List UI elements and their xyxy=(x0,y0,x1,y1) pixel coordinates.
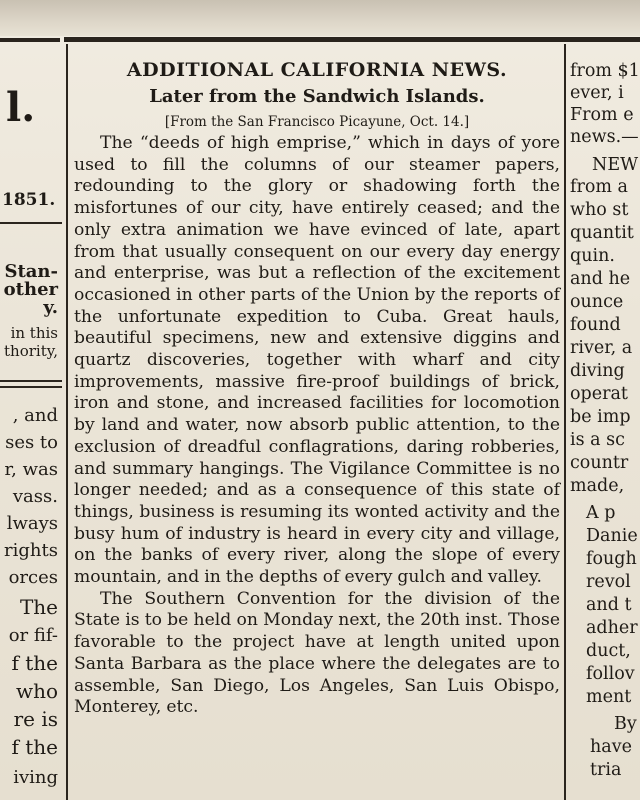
column-rule-top xyxy=(64,37,640,42)
left-fragment: iving xyxy=(13,767,58,788)
left-fragment: , and xyxy=(12,405,58,426)
article-headline: ADDITIONAL CALIFORNIA NEWS. xyxy=(126,59,508,81)
right-fragment: and t xyxy=(586,595,632,615)
left-fragment: other xyxy=(3,279,58,300)
right-fragment: news.— xyxy=(570,127,639,147)
left-masthead-fragment: l. xyxy=(6,84,36,131)
right-fragment: have xyxy=(590,737,632,757)
column-rule-top-left xyxy=(0,38,60,42)
right-fragment: operat xyxy=(570,384,628,404)
right-fragment: By xyxy=(614,714,637,734)
left-column xyxy=(0,44,62,800)
page-top-edge xyxy=(0,0,640,36)
right-fragment: A p xyxy=(586,503,616,523)
article-subheadline: Later from the Sandwich Islands. xyxy=(149,86,485,107)
article xyxy=(74,58,560,719)
right-fragment: from a xyxy=(570,177,628,197)
right-fragment: river, a xyxy=(570,338,633,358)
right-fragment: ounce xyxy=(570,292,624,312)
right-fragment: found xyxy=(570,315,621,335)
left-rule xyxy=(0,380,62,382)
left-fragment: Stan- xyxy=(4,261,58,282)
right-fragment: made, xyxy=(570,476,625,496)
right-column xyxy=(570,60,640,800)
right-fragment: countr xyxy=(570,453,629,473)
left-fragment: r, was xyxy=(4,459,58,480)
article-paragraph: The “deeds of high emprise,” which in days of yore used to fill the columns of our steamer papers, redounding to the glory or shadowing forth the misfortunes of our city, have entirely ceased; and the only extra animation we have evinced of late, apart from that usually consequent on our every day energy and enterprise, was but a reflection of the excitement occasioned in other parts of the Union by the reports of the unfortunate expedition to Cuba. Great hauls, beautiful specimens, new and extensive diggins and quartz discoveries, together with wharf and city improvements, massive fire-proof buildings of brick, iron and stone, and increased facilities for locomotion by land and water, now absorb public attention, to the exclusion of dreadful conflagrations, daring robberies, and summary hangings. The Vigilance Committee is no longer needed; and as a consequence of this state of things, business is resuming its wonted activity and the busy hum of industry is heard in every city and village, on the banks of every river, along the slope of every mountain, and in the depths of every gulch and valley. xyxy=(74,133,560,588)
left-fragment: The xyxy=(19,595,58,619)
left-fragment: re is xyxy=(13,707,58,731)
left-fragment: lways xyxy=(6,513,58,534)
left-fragment: f the xyxy=(11,651,58,675)
column-divider-right xyxy=(564,44,566,800)
left-fragment: y. xyxy=(43,297,58,318)
right-fragment: revol xyxy=(586,572,631,592)
left-fragment: vass. xyxy=(12,486,58,507)
right-fragment: ment xyxy=(586,687,632,707)
left-fragment: who xyxy=(15,679,58,703)
right-fragment: From e xyxy=(570,105,634,125)
right-fragment: fough xyxy=(586,549,637,569)
left-fragment: f the xyxy=(11,735,58,759)
right-fragment: quantit xyxy=(570,223,634,243)
left-rule xyxy=(0,222,62,224)
left-rule xyxy=(0,386,62,388)
article-source-line: [From the San Francisco Picayune, Oct. 14.] xyxy=(164,114,470,130)
right-fragment: and he xyxy=(570,269,631,289)
right-fragment: who st xyxy=(570,200,629,220)
right-fragment: adher xyxy=(586,618,638,638)
right-fragment: duct, xyxy=(586,641,631,661)
right-fragment: tria xyxy=(590,760,622,780)
right-fragment: quin. xyxy=(570,246,615,266)
article-body xyxy=(74,133,560,719)
right-fragment: is a sc xyxy=(570,430,625,450)
right-fragment: diving xyxy=(570,361,625,381)
left-fragment: ses to xyxy=(5,432,58,453)
column-divider-left xyxy=(66,44,68,800)
left-fragment: thority, xyxy=(4,342,58,360)
left-fragment: in this xyxy=(10,324,58,342)
left-fragment: or fif- xyxy=(8,625,58,646)
left-fragment: rights xyxy=(4,540,58,561)
right-fragment: Danie xyxy=(586,526,638,546)
right-fragment: ever, i xyxy=(570,83,624,103)
article-paragraph: The Southern Convention for the division of the State is to be held on Monday next, the 20th inst. Those favorable to the project have at length united upon Santa Barbara as the place where the delegates are to assemble, San Diego, Los Angeles, San Luis Obispo, Monterey, etc. xyxy=(74,588,560,718)
right-fragment: follov xyxy=(586,664,635,684)
right-fragment: be imp xyxy=(570,407,631,427)
left-year: 1851. xyxy=(2,190,56,210)
left-fragment: orces xyxy=(8,567,58,588)
right-fragment: from $1 xyxy=(570,61,640,81)
right-fragment: NEW xyxy=(592,155,639,175)
